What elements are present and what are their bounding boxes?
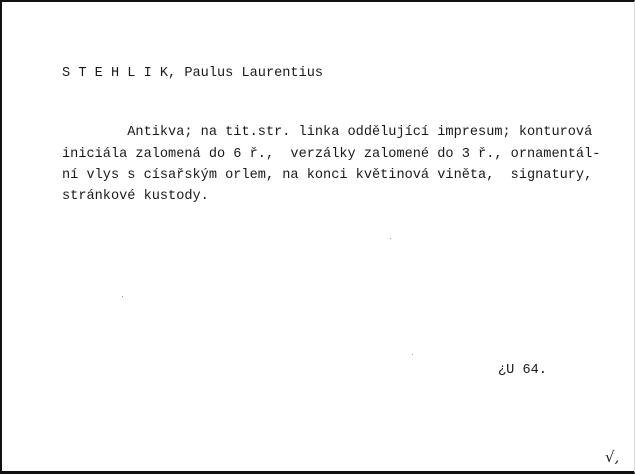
description-line-2: iniciála zalomená do 6 ř., verzálky zalomené do 3 ř., ornamentál- [62, 147, 601, 162]
shelfmark: ¿U 64. [498, 363, 547, 378]
paper-speck [390, 238, 391, 239]
paper-speck [412, 354, 413, 355]
description-line-3: ní vlys s císařským orlem, na konci květinová viněta, signatury, [62, 168, 593, 183]
description-line-1: Antikva; na tit.str. linka oddělující impresum; konturová [62, 125, 593, 140]
handwritten-check-mark: √, [605, 448, 620, 466]
card-heading: S T E H L I K, Paulus Laurentius [62, 66, 324, 81]
paper-speck [122, 296, 123, 297]
description-line-4: stránkové kustody. [62, 189, 209, 204]
